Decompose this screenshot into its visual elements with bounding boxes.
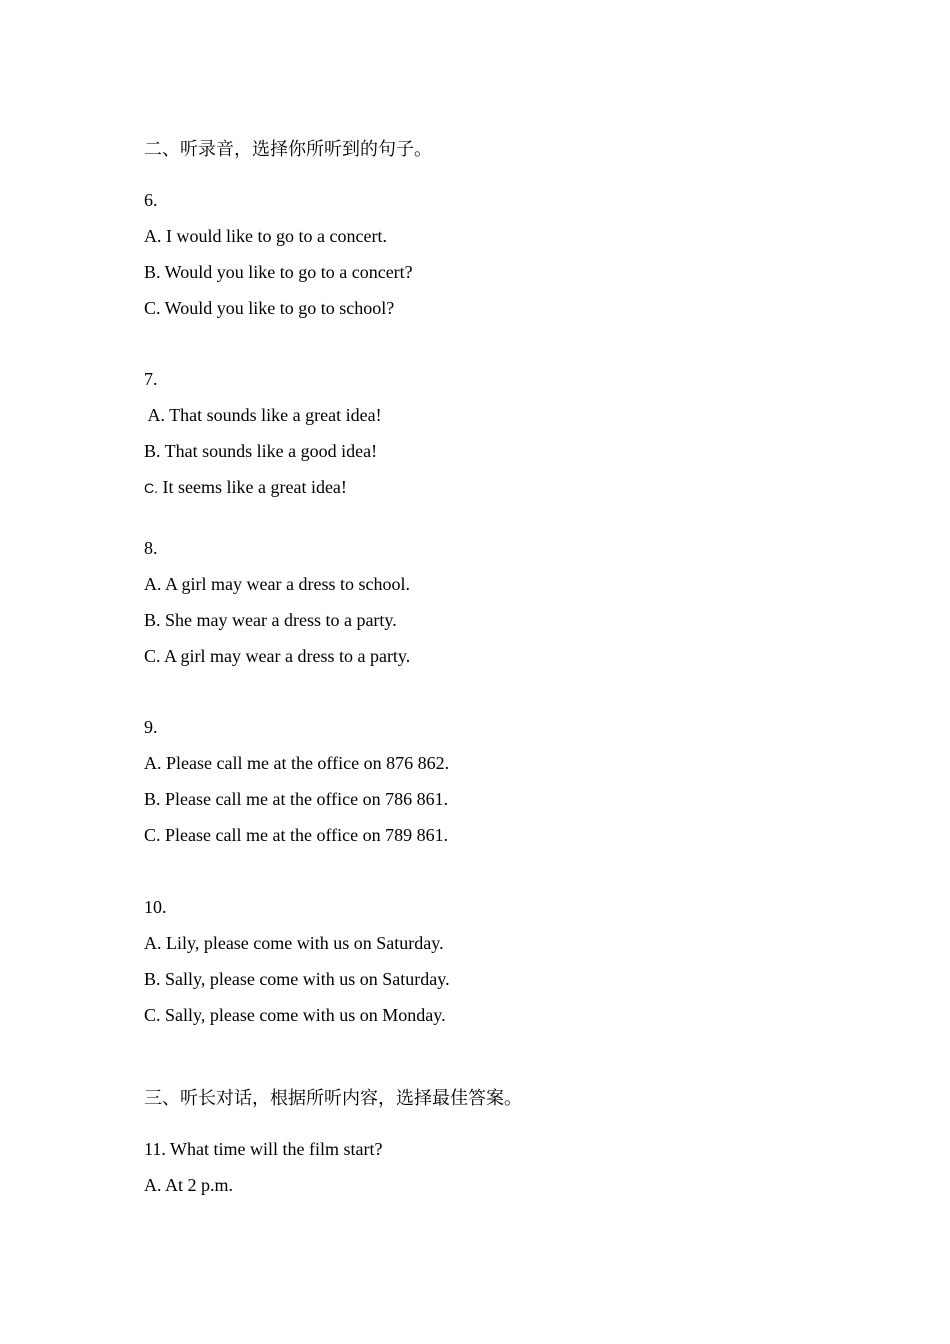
q6-option-a: A. I would like to go to a concert. — [144, 226, 387, 246]
q7-option-c — [144, 476, 347, 499]
q6-number: 6. — [144, 190, 158, 210]
q11-option-a: A. At 2 p.m. — [144, 1175, 234, 1195]
part3-heading: 三、听长对话，根据所听内容，选择最佳答案。 — [144, 1088, 522, 1109]
part2-heading: 二、听录音，选择你所听到的句子。 — [144, 139, 432, 160]
q7-option-b: B. That sounds like a good idea! — [144, 441, 378, 461]
q10-option-a: A. Lily, please come with us on Saturday. — [144, 933, 444, 953]
q7-option-c-text: It seems like a great idea! — [158, 477, 347, 497]
q9-option-b: B. Please call me at the office on 786 861. — [144, 789, 449, 809]
q10-option-b: B. Sally, please come with us on Saturday. — [144, 969, 450, 989]
q8-option-c: C. A girl may wear a dress to a party. — [144, 646, 411, 666]
q6-option-c: C. Would you like to go to school? — [144, 298, 395, 318]
q9-number: 9. — [144, 717, 158, 737]
q8-number: 8. — [144, 538, 158, 558]
q11-question: 11. What time will the film start? — [144, 1139, 383, 1159]
q8-option-a: A. A girl may wear a dress to school. — [144, 574, 410, 594]
q7-option-a: A. That sounds like a great idea! — [144, 405, 382, 425]
q6-option-b: B. Would you like to go to a concert? — [144, 262, 413, 282]
q8-option-b: B. She may wear a dress to a party. — [144, 610, 397, 630]
q7-option-c-letter: C. — [144, 480, 158, 496]
q9-option-c: C. Please call me at the office on 789 861. — [144, 825, 449, 845]
q7-number: 7. — [144, 369, 158, 389]
q9-option-a: A. Please call me at the office on 876 862. — [144, 753, 450, 773]
q10-number: 10. — [144, 897, 167, 917]
q10-option-c: C. Sally, please come with us on Monday. — [144, 1005, 446, 1025]
